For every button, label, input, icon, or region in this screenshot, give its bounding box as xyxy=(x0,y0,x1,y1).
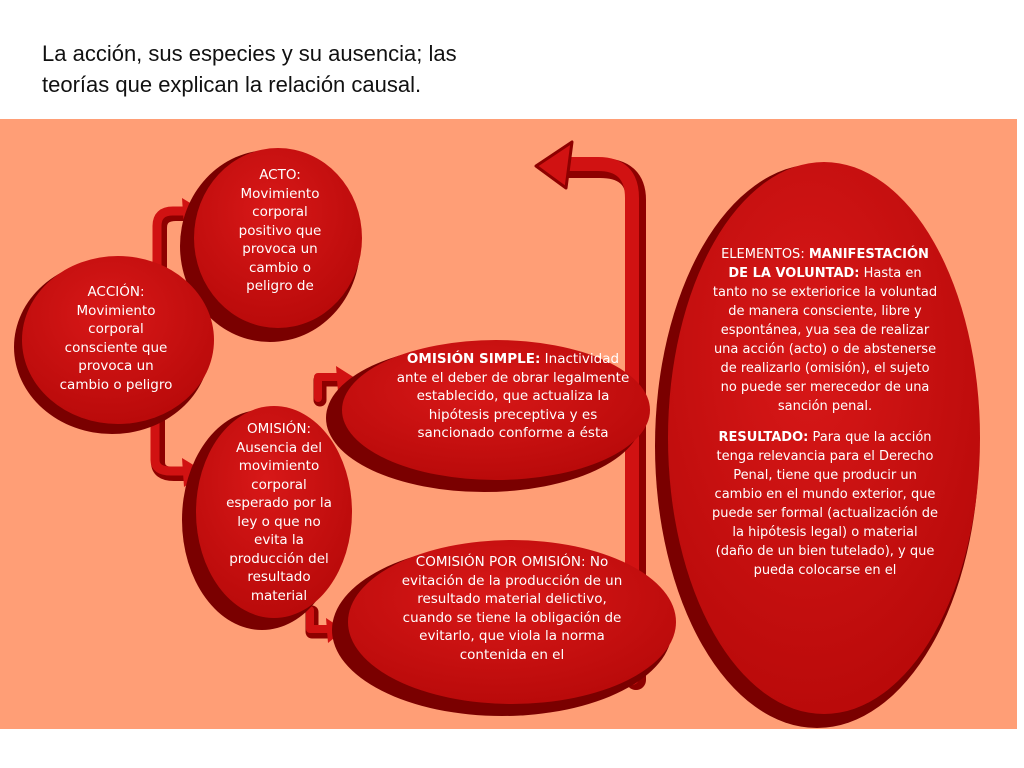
comision-text xyxy=(400,553,624,665)
manifestacion-body: Hasta en tanto no se exteriorice la voluntad de manera consciente, libre y espontánea, yua sea de realizar una acción (acto) o de abstenerse de realizarlo (omisión), el sujeto no puede ser merecedor de una sanción penal. xyxy=(712,266,938,414)
resultado-body: Para que la acción tenga relevancia para el Derecho Penal, tiene que producir un cambio en el mundo exterior, que puede ser formal (actualización de la hipótesis legal) o material (daño de un bien tutelado), y que pueda colocarse en el xyxy=(712,430,938,578)
accion-body: Movimiento corporal consciente que provoca un cambio o peligro xyxy=(59,302,173,393)
accion-text xyxy=(52,283,180,395)
omision-text xyxy=(224,420,334,604)
comision-body: No evitación de la producción de un resultado material delictivo, cuando se tiene la obligación de evitarlo, que viola la norma contenida en el xyxy=(401,554,623,663)
elementos-label: ELEMENTOS: xyxy=(721,247,805,262)
elementos-section xyxy=(712,245,938,416)
omision-label: OMISIÓN: xyxy=(246,421,312,437)
section-spacer xyxy=(712,416,938,428)
right-loop-arrowhead xyxy=(536,142,572,188)
resultado-section xyxy=(712,428,938,580)
omision-body: Ausencia del movimiento corporal esperado por la ley o que no evita la producción del resultado material xyxy=(226,439,332,604)
acto-body: Movimiento corporal positivo que provoca un cambio o peligro de xyxy=(238,185,322,294)
omision-simple-label: OMISIÓN SIMPLE: xyxy=(406,351,541,367)
accion-label: ACCIÓN: xyxy=(87,284,145,300)
title-line-2: teorías que explican la relación causal. xyxy=(42,72,422,97)
manifestacion-label: MANIFESTACIÓN DE LA VOLUNTAD: xyxy=(728,247,929,281)
resultado-label: RESULTADO: xyxy=(718,430,809,445)
omision-simple-text xyxy=(390,350,636,452)
acto-text xyxy=(228,166,332,294)
comision-label: COMISIÓN POR OMISIÓN: xyxy=(415,554,586,570)
title-line-1: La acción, sus especies y su ausencia; las xyxy=(42,41,457,66)
acto-label: ACTO: xyxy=(259,167,301,183)
omision-simple-body: Inactividad ante el deber de obrar legalmente establecido, que actualiza la hipótesis preceptiva y es sancionado conforme a ésta xyxy=(396,351,630,441)
elementos-text xyxy=(712,245,938,635)
